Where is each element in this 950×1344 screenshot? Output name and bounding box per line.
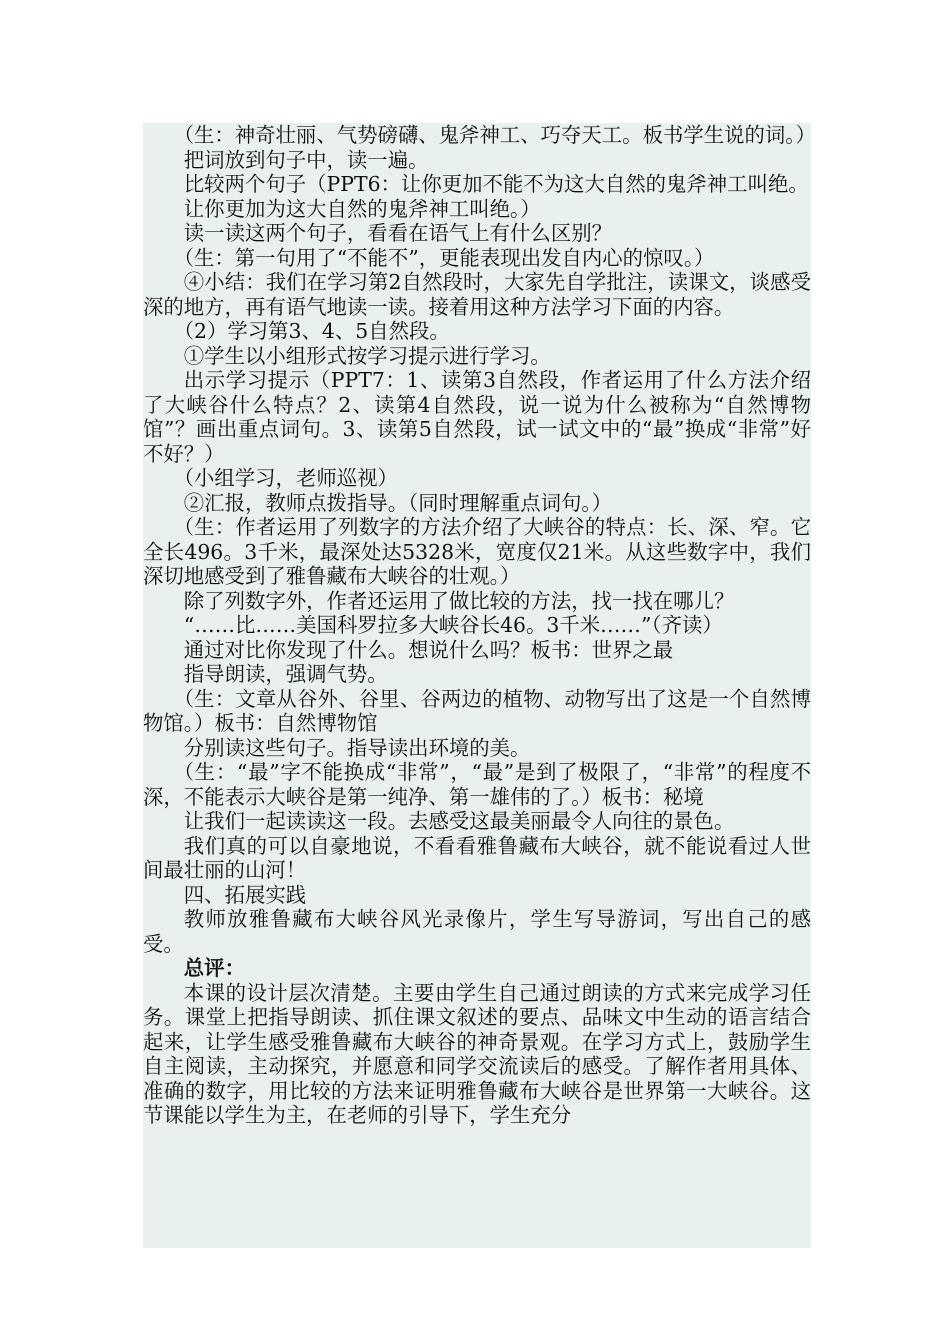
paragraph-12: ②汇报，教师点拨指导。（同时理解重点词句。） <box>183 490 612 515</box>
paragraph-14: 除了列数字外，作者还运用了做比较的方法，找一找在哪儿？ <box>183 588 735 613</box>
paragraph-8: （2）学习第3、4、5自然段。 <box>173 319 450 343</box>
paragraph-22: 我们真的可以自豪地说，不看看雅鲁藏布大峡谷，就不能说看过人世间最壮丽的山河！ <box>143 833 811 882</box>
paragraph-20: （生：“最”字不能换成“非常”，“最”是到了极限了，“非常”的程度不深，不能表示大峡谷是第一纯净、第一雄伟的了。）板书：秘境 <box>143 760 811 809</box>
paragraph-4: 让你更加为这大自然的鬼斧神工叫绝。） <box>183 196 541 221</box>
paragraph-1: （生：神奇壮丽、气势磅礴、鬼斧神工、巧夺天工。板书学生说的词。） <box>173 123 816 147</box>
paragraph-23: 四、拓展实践 <box>183 882 307 907</box>
paragraph-21: 让我们一起读读这一段。去感受这最美丽最令人向往的景色。 <box>183 809 735 833</box>
paragraph-10: 出示学习提示（PPT7：1、读第3自然段，作者运用了什么方法介绍了大峡谷什么特点？2、读第4自然段，说一说为什么被称为“自然博物馆”？画出重点词句。3、读第5自然段，试一试文中的“最”换成“非常”好不好？） <box>143 368 811 466</box>
paragraph-18: （生：文章从谷外、谷里、谷两边的植物、动物写出了这是一个自然博物馆。）板书：自然博物馆 <box>143 686 811 735</box>
paragraph-11: （小组学习，老师巡视） <box>173 466 398 490</box>
paragraph-16: 通过对比你发现了什么。想说什么吗？板书：世界之最 <box>183 637 674 662</box>
paragraph-2: 把词放到句子中，读一遍。 <box>183 147 429 172</box>
paragraph-7: ④小结：我们在学习第2自然段时，大家先自学批注，读课文，谈感受深的地方，再有语气地读一读。接着用这种方法学习下面的内容。 <box>143 270 811 319</box>
paragraph-5: 读一读这两个句子，看看在语气上有什么区别？ <box>183 221 612 245</box>
paragraph-15: “……比……美国科罗拉多大峡谷长46。3千米……”（齐读） <box>183 613 723 637</box>
document-body <box>143 123 816 1128</box>
paragraph-9: ①学生以小组形式按学习提示进行学习。 <box>183 343 551 368</box>
paragraph-13: （生：作者运用了列数字的方法介绍了大峡谷的特点：长、深、窄。它全长496。3千米，最深处达5328米，宽度仅21米。从这些数字中，我们深切地感受到了雅鲁藏布大峡谷的壮观。） <box>143 515 811 588</box>
paragraph-25: 总评： <box>183 956 245 980</box>
paragraph-6: （生：第一句用了“不能不”，更能表现出发自内心的惊叹。） <box>173 245 715 270</box>
paragraph-3: 比较两个句子（PPT6：让你更加不能不为这大自然的鬼斧神工叫绝。 <box>183 172 809 196</box>
paragraph-26: 本课的设计层次清楚。主要由学生自己通过朗读的方式来完成学习任务。课堂上把指导朗读、抓住课文叙述的要点、品味文中生动的语言结合起来，让学生感受雅鲁藏布大峡谷的神奇景观。在学习方式上，鼓励学生自主阅读，主动探究，并愿意和同学交流读后的感受。了解作者用具体、准确的数字，用比较的方法来证明雅鲁藏布大峡谷是世界第一大峡谷。这节课能以学生为主，在老师的引导下，学生充分 <box>143 980 811 1127</box>
paragraph-17: 指导朗读，强调气势。 <box>183 662 388 686</box>
paragraph-19: 分别读这些句子。指导读出环境的美。 <box>183 735 531 760</box>
paragraph-24: 教师放雅鲁藏布大峡谷风光录像片，学生写导游词，写出自己的感受。 <box>143 907 811 956</box>
